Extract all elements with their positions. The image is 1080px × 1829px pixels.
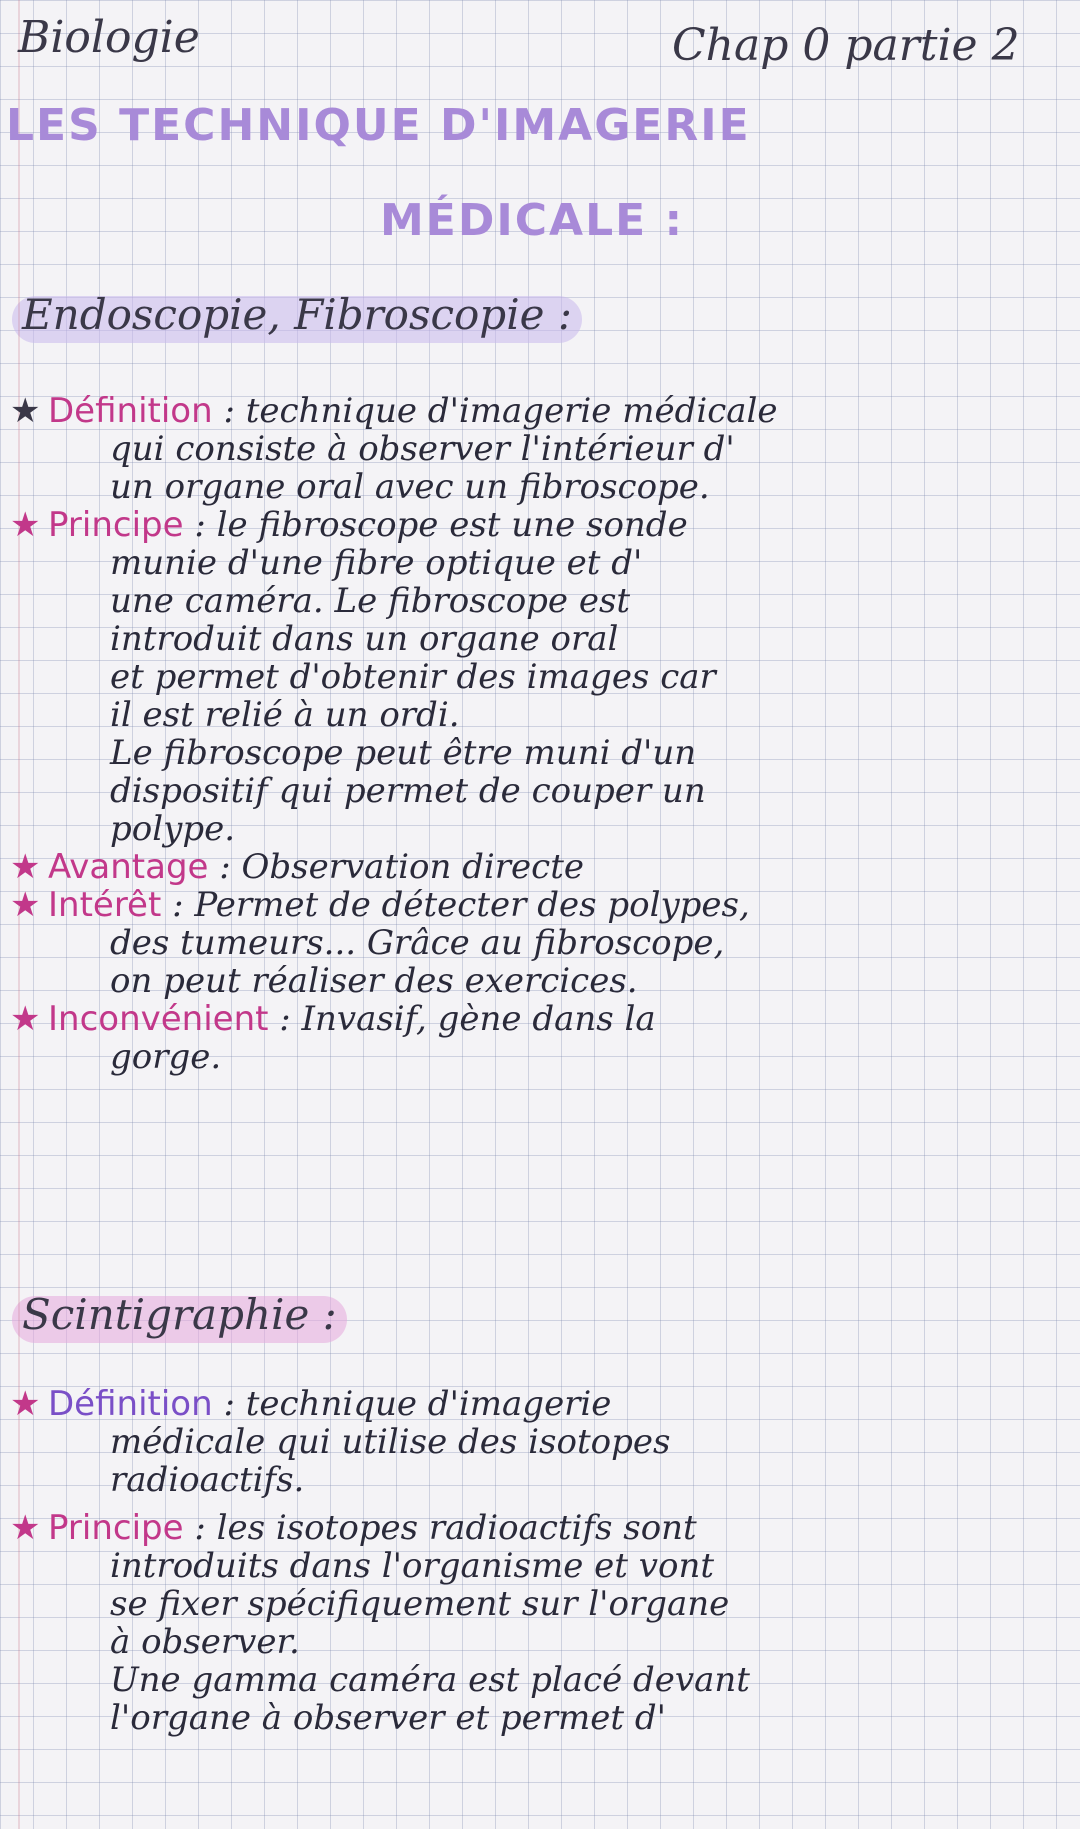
item-line: se fixer spécifiquement sur l'organe (110, 1584, 730, 1624)
item-label: Définition (48, 391, 213, 431)
chapter-heading: Chap 0 partie 2 (672, 20, 1020, 71)
item-line: un organe oral avec un fibroscope. (110, 467, 710, 507)
item-line: : technique d'imagerie médicale (223, 391, 778, 431)
item-definition (10, 1385, 1070, 1499)
item-line: médicale qui utilise des isotopes (110, 1422, 671, 1462)
item-line: l'organe à observer et permet d' (110, 1698, 667, 1738)
star-bullet-icon: ★ (10, 999, 41, 1039)
item-label: Inconvénient (48, 999, 269, 1039)
star-bullet-icon: ★ (10, 391, 41, 431)
page-title-line1: LES TECHNIQUE D'IMAGERIE (6, 100, 751, 151)
item-line: on peut réaliser des exercices. (110, 961, 638, 1001)
section-scintigraphie-heading-text: Scintigraphie : (22, 1290, 337, 1339)
item-label: Principe (48, 1508, 184, 1548)
item-label: Intérêt (48, 885, 162, 925)
item-line: à observer. (110, 1622, 300, 1662)
item-principe (10, 506, 1070, 848)
section-endoscopie-body (10, 392, 1070, 1076)
item-inconvenient (10, 1000, 1070, 1076)
item-line: il est relié à un ordi. (110, 695, 460, 735)
item-line: qui consiste à observer l'intérieur d' (110, 429, 735, 469)
item-line: Une gamma caméra est placé devant (110, 1660, 750, 1700)
item-interet (10, 886, 1070, 1000)
section-scintigraphie-heading (22, 1290, 337, 1339)
item-line: : les isotopes radioactifs sont (194, 1508, 697, 1548)
item-line: : Observation directe (219, 847, 585, 887)
item-principe (10, 1509, 1070, 1737)
item-avantage (10, 848, 1070, 886)
star-bullet-icon: ★ (10, 847, 41, 887)
item-line: Le fibroscope peut être muni d'un (110, 733, 697, 773)
section-endoscopie-heading (22, 290, 572, 339)
item-line: radioactifs. (110, 1460, 305, 1500)
item-line: : le fibroscope est une sonde (194, 505, 688, 545)
star-bullet-icon: ★ (10, 1508, 41, 1548)
section-scintigraphie-body (10, 1385, 1070, 1737)
item-line: introduit dans un organe oral (110, 619, 619, 659)
subject-heading: Biologie (18, 12, 200, 63)
item-label: Principe (48, 505, 184, 545)
star-bullet-icon: ★ (10, 1384, 41, 1424)
item-line: : Invasif, gène dans la (279, 999, 656, 1039)
item-line: et permet d'obtenir des images car (110, 657, 716, 697)
star-bullet-icon: ★ (10, 505, 41, 545)
star-bullet-icon: ★ (10, 885, 41, 925)
item-line: : technique d'imagerie (223, 1384, 612, 1424)
item-line: dispositif qui permet de couper un (110, 771, 706, 811)
section-endoscopie-heading-text: Endoscopie, Fibroscopie : (22, 290, 572, 339)
item-line: introduits dans l'organisme et vont (110, 1546, 714, 1586)
item-label: Avantage (48, 847, 209, 887)
item-definition (10, 392, 1070, 506)
item-line: une caméra. Le fibroscope est (110, 581, 631, 621)
item-line: munie d'une fibre optique et d' (110, 543, 643, 583)
item-line: : Permet de détecter des polypes, (172, 885, 750, 925)
item-label: Définition (48, 1384, 213, 1424)
item-line: des tumeurs... Grâce au fibroscope, (110, 923, 725, 963)
item-line: polype. (110, 809, 236, 849)
page-title-line2: MÉDICALE : (380, 195, 685, 246)
item-line: gorge. (110, 1037, 222, 1077)
